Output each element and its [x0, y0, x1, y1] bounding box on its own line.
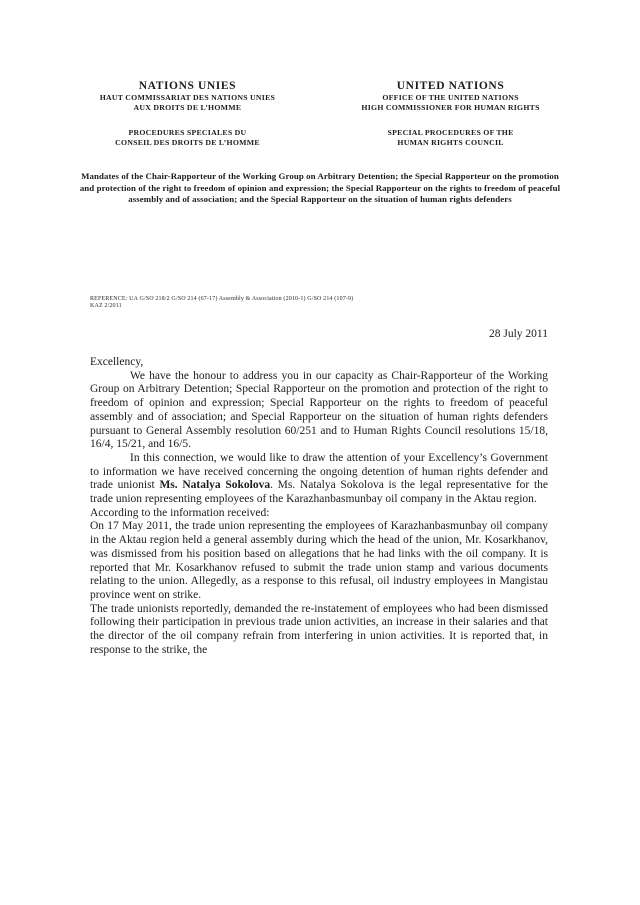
- quote-paragraph-assembly: On 17 May 2011, the trade union representing the employees of Karazhanbasmunbay oil company in the Aktau region held a general assembly during which the head of the union, Mr. Kosarkhanov, was dismissed from his position based on allegations that he had links with the oil company. It is reported that Mr. Kosarkhanov refused to submit the trade union stamp and various documents relating to the union. Allegedly, as a response to this refusal, oil industry employees in Mangistau province went on strike.: [90, 520, 548, 601]
- quote-paragraph-demands: The trade unionists reportedly, demanded the re-instatement of employees who had been dismissed following their participation in previous trade union activities, an increase in their salaries and that the director of the oil company refrain from interfering in union activities. It is reported that, in response to the strike, the: [90, 602, 548, 656]
- letterhead-title-fr: NATIONS UNIES: [138, 80, 237, 92]
- reference-line-1: REFERENCE: UA G/SO 218/2 G/SO 214 (67-17) Assembly & Association (2010-1) G/SO 214 (107-9): [90, 295, 354, 302]
- information-received-intro: According to the information received:: [90, 506, 270, 519]
- paragraph-capacity: We have the honour to address you in our capacity as Chair-Rapporteur of the Working Group on Arbitrary Detention; Special Rapporteur on the promotion and protection of the right to freedom of opinion and expression; Special Rapporteur on the rights to freedom of peaceful assembly and of association; and Special Rapporteur on the situation of human rights defenders pursuant to General Assembly resolution 60/251 and to Human Rights Council resolutions 15/18, 16/4, 15/21, and 16/5.: [90, 369, 548, 451]
- paragraph-connection-post: . Ms. Natalya Sokolova is the legal representative for the trade union representing employees of the Karazhanbasmunbay oil company in the Aktau region.: [90, 479, 548, 506]
- letterhead-subtitle-en-2: HIGH COMMISSIONER FOR HUMAN RIGHTS: [361, 103, 540, 112]
- letterhead-section-en-1: SPECIAL PROCEDURES OF THE: [387, 128, 514, 137]
- letterhead-subtitle-fr-1: HAUT COMMISSARIAT DES NATIONS UNIES: [99, 93, 276, 102]
- reference-line-2: KAZ 2/2011: [90, 302, 122, 309]
- mandates-paragraph: Mandates of the Chair-Rapporteur of the Working Group on Arbitrary Detention; the Special Rapporteur on the promotion and protection of the right to freedom of opinion and expression; the Special Rapporteur on the rights to freedom of peaceful assembly and of association; and the Special Rapporteur on the situation of human rights defenders: [79, 171, 561, 204]
- letterhead-section-fr-1: PROCEDURES SPECIALES DU: [128, 128, 247, 137]
- letterhead-section-en-2: HUMAN RIGHTS COUNCIL: [397, 138, 504, 147]
- letterhead-title-en: UNITED NATIONS: [396, 80, 505, 92]
- letterhead-french: [66, 80, 309, 148]
- paragraph-connection: [90, 452, 548, 507]
- subject-name-bold: Ms. Natalya Sokolova: [159, 479, 271, 492]
- letterhead-subtitle-fr-2: AUX DROITS DE L’HOMME: [133, 103, 242, 112]
- letterhead-subtitle-en-1: OFFICE OF THE UNITED NATIONS: [382, 93, 519, 102]
- letter-date: 28 July 2011: [489, 327, 548, 340]
- paragraph-connection-pre: In this connection, we would like to draw the attention of your Excellency’s Government to information we have received concerning the ongoing detention of human rights defender and trade unionist: [90, 451, 548, 492]
- letterhead: [66, 80, 572, 148]
- letterhead-english: [329, 80, 572, 148]
- reference-block: [90, 296, 548, 310]
- salutation: Excellency,: [90, 356, 144, 369]
- letterhead-section-fr-2: CONSEIL DES DROITS DE L’HOMME: [115, 138, 260, 147]
